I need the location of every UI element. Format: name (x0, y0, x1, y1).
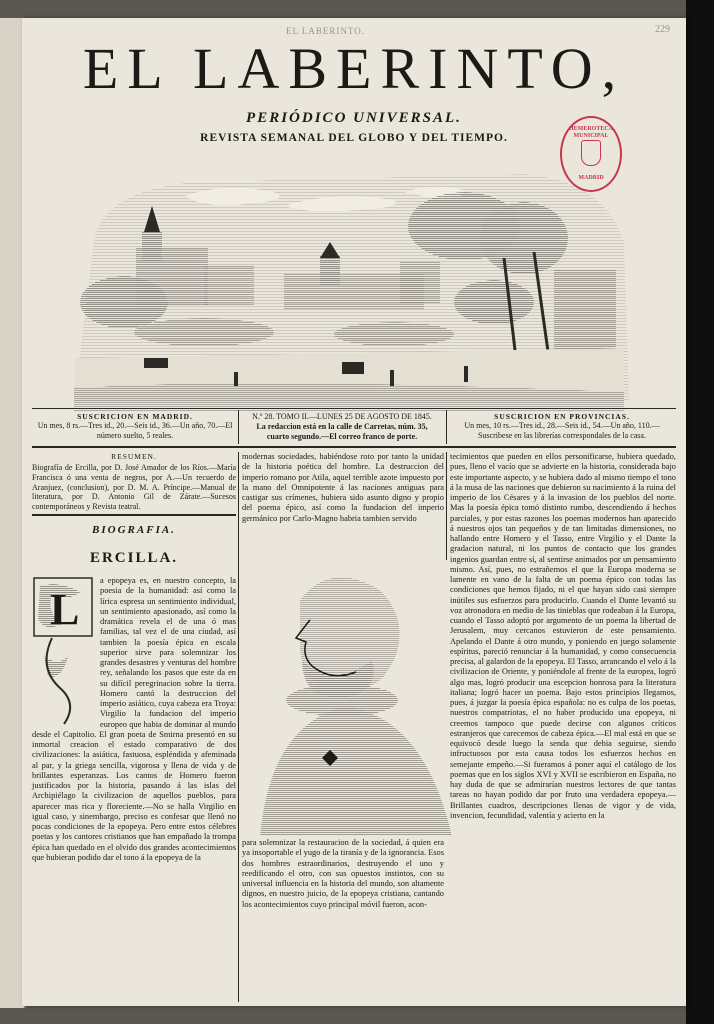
subs-madrid-heading: SUSCRICION EN MADRID. (77, 412, 193, 421)
info-divider-2 (446, 410, 447, 444)
scan-background (686, 0, 714, 1024)
engraving-illustration (64, 162, 634, 418)
summary-heading: RESUMEN. (111, 452, 157, 461)
subs-madrid-line2: número suelto, 5 reales. (96, 431, 174, 441)
column-divider-1 (238, 452, 239, 1002)
summary-rule (32, 514, 236, 516)
subscription-provinces (448, 412, 676, 441)
newspaper-page (22, 18, 686, 1006)
masthead-subtitle: PERIÓDICO UNIVERSAL. (246, 110, 462, 126)
svg-text:L: L (50, 585, 80, 634)
running-header: EL LABERINTO. (286, 26, 365, 36)
rule-bottom (32, 446, 676, 448)
column-1-body: pasos que este da en su difícil peregrinacion sobre la tierra. Homero cantó la destruccion del imperio asiático, cuya cabeza era Troya: Virgilio la fundacion del imperio europeo que habia de dominar al mundo desde el Capitolio. El gran poeta de Smirna presentó en su inmortal creacion el estado comparativo de dos civilizaciones: la asiática, fastuosa, espléndida y afeminada al par, y la griega sencilla, vigorosa y llena de vida y de brillantes esperanzas. Los cantos de Homero fueron justificados por la historia, pasando á las islas del Archipiélago la civilizacion de aquellos pueblos, para aparecer mas rica y floreciente.—No se halla Virgilio en igual caso, y sinembargo, preciso es confesar que llenó no pocas condiciones de la epopeya. Pero entre estos célebres poetas y los cantores cristianos que han empañado la trompa épica han quedado en el olvido dos grandes acontecimientos que hubieran podido dar el tono á la epopeya de la (32, 668, 236, 862)
issue-info (240, 412, 444, 442)
column-3: tecimientos que pueden en ellos personificarse, hubiera quedado, pues, lleno el vacío que se advierte en la historia, considerada bajo este importante aspecto, y se hubiera dado al mismo tiempo el tono á la musa de las naciones que debieron su nacimiento á la ruina del imperio de los Césares y á la invasion de los pueblos del norte. Mas la poesía épica tomó distinto rumbo, descendiendo á hechos parciales, y por estas razones los poemas modernos han aparecido á nuestros ojos tan pequeños y de tan limitadas dimensiones, no hallando entre Homero y el Tasso, entre Virgilio y el Dante la gradacion natural, ni los puntos de contacto que los grandes ingenios guardan entre sí, al sentirse animados por un pensamiento mismo. Así, pues, no estrañemos el que la Europa moderna se lamente en vano de la falta de un poema épico con todas las condiciones que hemos fijado, ni el que hayan sido casi siempre inútiles sus esfuerzos para producirlo. Cuando el Dante levantó su voz atronadora en medio de las tinieblas que rodeaban á la Europa, cuando el Tasso adoptó por argumento de un poema la libertad de Jerusalem, muy cercanos estuvieron de este pensamiento. Apelando el Dante á otro mundo, y poniendo en juego solamente espíritus, pareció renunciar á la humanidad, y como consecuencia precisa, al galardon de la epopeya. El Tasso, arrancando el velo á la civilizacion de Oriente, y poniéndole al frente de la europea, logró algo mas, logró producir una escepcion honrosa para la literatura italiana; logró hacer un poema. Bajo estos principios llegamos, pues, á juzgar la poesía épica española: no es culpa de los poetas, nuestros compatriotas, el no haber producido una epopeya, ni creemos tampoco que puede decirse con algunos críticos estranjeros que carecemos de cabeza épica.—El mal está en que se equivocó desde luego la senda que debia seguirse, siendo infructuosos por esta causa todos los esfuerzos hechos en semejante empeño.—Si fueramos á poner aquí el catálogo de los poemas que en los siglos XVI y XVII se escribieron en España, no hay duda de que se admirarían nuestros lectores de que tantas tareas no hayan podido dar por fruto una verdadera epopeya.—Brillantes cuadros, descripciones llenas de vigor y de vida, invencion, fecundidad, valentía y acierto en la (450, 452, 676, 820)
ornamental-dropcap-l (32, 576, 94, 726)
column-2-bottom: para solemnizar la restauracion de la sociedad, á quien era ya insoportable el yugo de la tiranía y de la ignorancia. Esos dos hombres estraordinarios, destruyendo el uno y reedificando el otro, con sus opuestos instintos, con su universal influencia en la historia del mundo, son altamente dignos, en nuestro juicio, de la epopeya cristiana, cantando los acontecimientos cuyo principal móvil fueron, acon- (242, 838, 444, 909)
column-2-top: modernas sociedades, habiéndose roto por tanto la unidad de la historia poética del hombre. La destruccion del imperio romano por Atila, aquel terrible azote impuesto por la mano del Omnipotente á las naciones antiguas para castigar sus crímenes, hubiera sido asunto digno y propio del poema épico, así como la fundacion del imperio germánico por Carlo-Magno habria tambien servido (242, 452, 444, 523)
issue-line2: La redaccion está en la calle de Carretas, núm. 35, (256, 422, 428, 431)
rule-top (32, 408, 676, 409)
subscription-madrid (32, 412, 238, 441)
ercilla-portrait (240, 560, 462, 836)
summary-box (32, 452, 236, 512)
article-title: ERCILLA. (89, 550, 179, 566)
subs-madrid-line1: Un mes, 8 rs.—Tres id., 20.—Seis id., 36.—Un año, 70.—El (37, 421, 233, 431)
subs-prov-heading: SUSCRICION EN PROVINCIAS. (494, 412, 630, 421)
column-1-intro: a epopeya es, en nuestro concepto, la poesia de la humanidad: así como la lírica espresa un sentimiento individual, un sentimiento apasionado, así como la dramática revela el de una ó mas familias, tal vez el de una ciudad, así tambien la poesía épica en escala superior sirve para solemnizar los grandes desastres y venturas del hombre rey, señalando los (100, 576, 236, 678)
stamp-bottom-text: MADRID (578, 175, 604, 182)
subs-prov-line2: Suscribese en las librerías correspondales de la casa. (478, 431, 646, 441)
summary-body: Biografía de Ercilla, por D. José Amador de los Ríos.—María Francisca ó una venta de negros, por A.—Un recuerdo de Aranjuez, (conclusion), por D. M. A. Príncipe.—Manual de literatura, por D. Antonio Gil de Zárate.—Sucesos contemporáneos y Revista teatral. (32, 463, 236, 512)
masthead-tagline: REVISTA SEMANAL DEL GLOBO Y DEL TIEMPO. (200, 132, 508, 144)
section-heading: BIOGRAFIA. (92, 524, 176, 536)
subs-prov-line1: Un mes, 10 rs.—Tres id., 28.—Seis id., 54.—Un año, 110.— (464, 421, 660, 431)
stamp-top-text: HEMEROTECA MUNICIPAL (568, 126, 613, 139)
info-divider-1 (238, 410, 239, 444)
issue-line1: N.º 28. TOMO II.—LUNES 25 DE AGOSTO DE 1845. (252, 412, 432, 421)
issue-line3: cuarto segundo.—El correo franco de porte. (266, 432, 418, 441)
masthead-title: EL LABERINTO, (82, 36, 626, 101)
column-1 (32, 576, 236, 863)
page-number: 229 (655, 24, 670, 35)
